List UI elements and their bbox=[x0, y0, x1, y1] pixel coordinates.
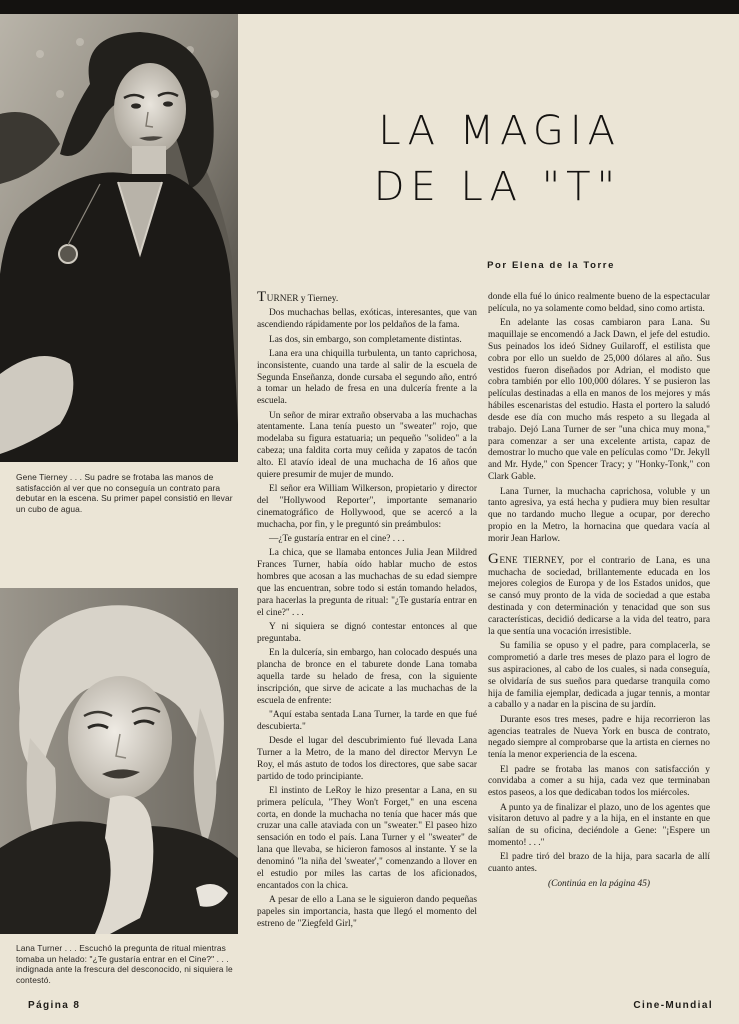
paragraph: Y ni siquiera se dignó contestar entonces al que preguntaba. bbox=[257, 621, 477, 644]
paragraph: El instinto de LeRoy le hizo presentar a Lana, en su primera película, "They Won't Forget," en una escena corta, en donde la muchacha no tenía que hacer más que cruzar una calle ataviada con un "sweater." El paseo hizo sensación en todo el país. Lana Turner y el "sweater" de lana que llevaba, se hicieron famosos al instante. Y se la denominó "la niña del 'sweater'," comenzando a llover en el estudio por miles las cartas de los aficionados, encantados con la chica. bbox=[257, 785, 477, 891]
drop-cap: G bbox=[488, 550, 500, 567]
article-column-2 bbox=[488, 292, 710, 893]
article-title-line-2: DE LA "T" bbox=[373, 164, 621, 210]
page-number: Página 8 bbox=[28, 1000, 81, 1011]
paragraph: Lana era una chiquilla turbulenta, un tanto caprichosa, inconsistente, cuando una tarde al salir de la escuela de Segunda Enseñanza, donde cursaba el segundo año, entró a tomar un helado de fresa en una dulcería frente a la escuela. bbox=[257, 348, 477, 407]
lead-caps: ENE TIERNEY, bbox=[499, 555, 565, 566]
magazine-name: Cine-Mundial bbox=[633, 1000, 713, 1011]
paragraph: Lana Turner, la muchacha caprichosa, voluble y un tanto agresiva, ya está hecha y pudiera muy bien resultar que no tardando mucho llegue a ocupar, por derecho propio en la Metro, la hornacina que quedara vacía al morir Jean Harlow. bbox=[488, 486, 710, 544]
paragraph: Su familia se opuso y el padre, para complacerla, se comprometió a darle tres meses de plazo para el logro de sus aspiraciones, al cabo de los cuales, si nada conseguía, se olvidaría de sus sueños para quedarse tranquila como hija de familia ejemplar, dedicada a jugar tennis, a montar a caballo y a nadar en la piscina de su jardín. bbox=[488, 641, 710, 711]
paragraph: El padre tiró del brazo de la hija, para sacarla de allí cuanto antes. bbox=[488, 852, 710, 875]
drop-cap: T bbox=[257, 289, 267, 305]
paragraph: El padre se frotaba las manos con satisfacción y convidaba a comer a su hija, cada vez que terminaban estos paseos, a los que dedicaban todos los miércoles. bbox=[488, 764, 710, 799]
paragraph: —¿Te gustaría entrar en el cine? . . . bbox=[269, 534, 405, 545]
byline: Por Elena de la Torre bbox=[487, 260, 615, 271]
paragraph: En adelante las cosas cambiaron para Lana. Su maquillaje se encomendó a Jack Dawn, el jefe del estudio. Sus peinados los ideó Sidney Guilaroff, el estilista que cobra por ello un sueldo de 25,000 dólares al año. Sus vestidos fueron diseñados por Adrian, el modisto que cobra también por ello 100,000 dólares. Y se pusieron las películas destinadas a ella en manos de los mejores y más hábiles escenaristas del estudio. Hasta el portero la saludó desde ese día con mucho más respeto a su llegada al trabajo. Dejó Lana Turner de ser "una chica muy mona," para comenzar a ser una excelente artista, capaz de demostrar lo mucho que vale en películas como "Dr. Jekyll and Mr. Hyde," con Spencer Tracy; y "Honky-Tonk," con Clark Gable. bbox=[488, 318, 710, 483]
continued-note: (Continúa en la página 45) bbox=[547, 878, 651, 889]
paragraph: En la dulcería, sin embargo, han colocado después una plancha de bronce en el taburete donde Lana tomaba aquella tarde su helado de fresa, con la siguiente inscripción, que sirve de acicate a las muchachas de la escuela de enfrente: bbox=[257, 648, 477, 706]
lead-text: por el contrario de Lana, es una muchacha de sociedad, brillantemente educada en los mejores colegios de Europa y de los Estados unidos, que se cansó muy pronto de la vida de sociedad a que estaba destinada y con determinación y tenacidad que son sus características, decidió dedicarse a la vida del teatro, para la que sentía una vocación irresistible. bbox=[488, 555, 710, 637]
paragraph: A pesar de ello a Lana se le siguieron dando pequeñas papeles sin importancia, hasta que llegó el momento del estreno de "Ziegfeld Girl," bbox=[257, 895, 477, 929]
paragraph: Durante esos tres meses, padre e hija recorrieron las agencias teatrales de Nueva York en busca de contrato, negado siempre al comprobarse que la artista en ciernes no tenía la menor experiencia de la escena. bbox=[488, 714, 710, 761]
paragraph: "Aquí estaba sentada Lana Turner, la tarde en que fué descubierta." bbox=[257, 709, 477, 732]
photo-lana-turner bbox=[0, 588, 238, 934]
photo-caption-gene-tierney: Gene Tierney . . . Su padre se frotaba las manos de satisfacción al ver que no conseguía un contrato para debutar en la escena. Su primer papel consistió en llevar un cubo de agua. bbox=[16, 472, 233, 514]
paragraph: donde ella fué lo único realmente bueno de la espectacular película, no ya solamente como beldad, sino como artista. bbox=[488, 292, 710, 314]
photo-gene-tierney bbox=[0, 14, 238, 462]
paragraph: Desde el lugar del descubrimiento fué llevada Lana Turner a la Metro, de la mano del director Mervyn Le Roy, el más astuto de todos los directores, que sabe sacar partido de todo principiante. bbox=[257, 736, 477, 782]
paragraph: El señor era William Wilkerson, propietario y director del "Hollywood Reporter", importante semanario cinematográfico de Hollywood, que se acercó a la muchacha, por fin, y le preguntó sin preámbulos: bbox=[257, 484, 477, 530]
article-column-1 bbox=[257, 289, 477, 933]
paragraph: Dos muchachas bellas, exóticas, interesantes, que van ascendiendo rápidamente por los peldaños de la fama. bbox=[257, 308, 477, 331]
lead-text: URNER y Tierney. bbox=[266, 294, 339, 304]
paragraph: Las dos, sin embargo, son completamente distintas. bbox=[269, 334, 462, 345]
paragraph: Un señor de mirar extraño observaba a las muchachas atentamente. Lana tenía puesto un "sweater" rojo, que modelaba su figura estatuaria; un pequeño "solideo" a la cabeza; una faldita corta muy ceñida y zapatos de tacón alto. El atavío ideal de una muchacha de 16 años que quiere presumir de mujer de mundo. bbox=[257, 410, 477, 480]
paragraph: La chica, que se llamaba entonces Julia Jean Mildred Frances Turner, había oído hablar mucho de estos hombres que acosan a las muchachas de su edad siempre que las encuentran, sobre todo si están tomando helados, para hacerlas la pregunta de ritual: "¿Te gustaría entrar en el cine?" . . . bbox=[257, 548, 477, 618]
column-1-lead bbox=[257, 289, 477, 306]
top-border bbox=[0, 0, 739, 14]
paragraph: A punto ya de finalizar el plazo, uno de los agentes que visitaron detuvo al padre y a la hija, en el instante en que salían de su oficina, deciéndole a Gene: "¡Espere un momento! . . ." bbox=[488, 802, 710, 849]
photo-caption-lana-turner: Lana Turner . . . Escuchó la pregunta de ritual mientras tomaba un helado: "¿Te gustaría entrar en el Cine?" . . . indignada ante la frescura del desconocido, ni siquiera le contestó. bbox=[16, 943, 233, 985]
article-title-line-1: LA MAGIA bbox=[378, 108, 621, 154]
section-lead-gene bbox=[488, 550, 710, 639]
